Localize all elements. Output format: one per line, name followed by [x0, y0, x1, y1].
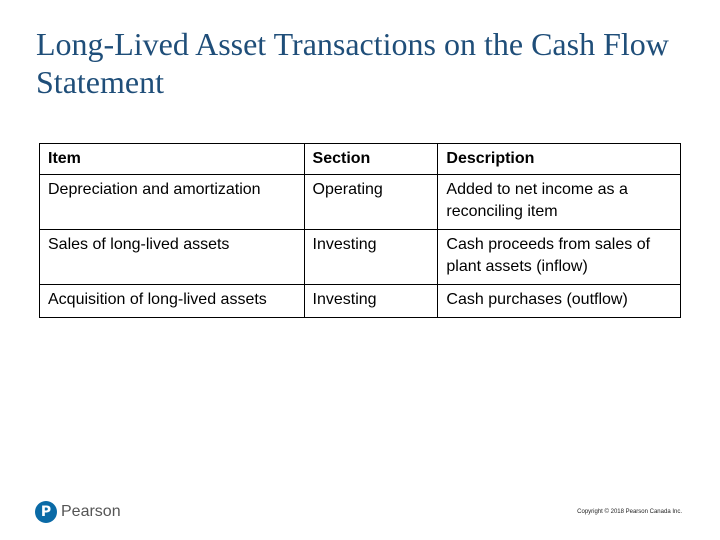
pearson-logo-text: Pearson — [61, 503, 121, 520]
header-section: Section — [304, 144, 438, 175]
cell-section: Investing — [304, 230, 438, 285]
table-header-row — [40, 144, 681, 175]
copyright-notice: Copyright © 2018 Pearson Canada Inc. — [577, 509, 682, 515]
table-row — [40, 285, 681, 318]
cell-description: Added to net income as a reconciling item — [438, 175, 681, 230]
cell-description: Cash purchases (outflow) — [438, 285, 681, 318]
cell-section: Investing — [304, 285, 438, 318]
cell-item: Depreciation and amortization — [40, 175, 305, 230]
cell-item: Acquisition of long-lived assets — [40, 285, 305, 318]
header-description: Description — [438, 144, 681, 175]
cell-section: Operating — [304, 175, 438, 230]
table-row — [40, 230, 681, 285]
pearson-logo — [35, 501, 121, 523]
slide-title: Long-Lived Asset Transactions on the Cash Flow Statement — [36, 26, 669, 100]
cell-item: Sales of long-lived assets — [40, 230, 305, 285]
cell-description: Cash proceeds from sales of plant assets (inflow) — [438, 230, 681, 285]
table-row — [40, 175, 681, 230]
cash-flow-table — [39, 143, 681, 318]
pearson-logo-icon: P — [35, 501, 57, 523]
header-item: Item — [40, 144, 305, 175]
